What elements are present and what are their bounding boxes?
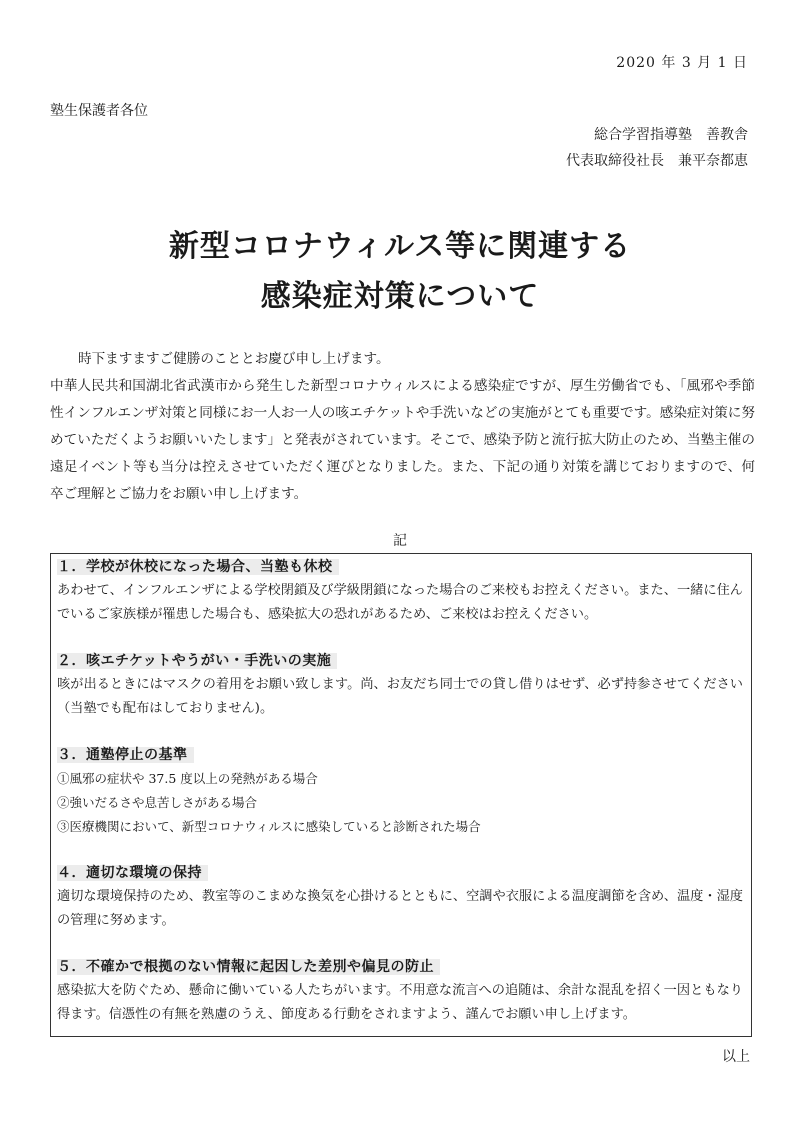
section-body: 咳が出るときにはマスクの着用をお願い致します。尚、お友だち同士での貸し借りはせず、必ず持参させてください（当塾でも配布はしておりません)。	[57, 677, 743, 716]
section-heading	[57, 955, 743, 979]
section-heading-text: ３．通塾停止の基準	[57, 747, 194, 763]
intro-body: 中華人民共和国湖北省武漢市から発生した新型コロナウィルスによる感染症ですが、厚生労働省でも、「風邪や季節性インフルエンザ対策と同様にお一人お一人の咳エチケットや手洗いなどの実施がとても重要です。感染症対策に努めていただくようお願いいたします」と発表がされています。そこで、感染予防と流行拡大防止のため、当塾主催の遠足イベント等も当分は控えさせていただく運びとなりました。また、下記の通り対策を講じておりますので、何卒ご理解とご協力をお願い申し上げます。	[50, 378, 755, 502]
title-line-2: 感染症対策について	[260, 279, 540, 314]
letter-date: 2020 年 3 月 1 日	[616, 55, 748, 71]
section-heading-text: ２．咳エチケットやうがい・手洗いの実施	[57, 653, 337, 669]
list-item: ③医療機関において、新型コロナウィルスに感染していると診断された場合	[57, 819, 481, 834]
title-line-1: 新型コロナウィルス等に関連する	[168, 229, 632, 264]
section-heading	[57, 743, 743, 767]
sender-organization: 総合学習指導塾 善教舎	[594, 127, 748, 143]
section-heading	[57, 861, 743, 885]
addressee: 塾生保護者各位	[50, 103, 148, 119]
section-body: 感染拡大を防ぐため、懸命に働いている人たちがいます。不用意な流言への追随は、余計な混乱を招く一因ともなり得ます。信憑性の有無を熟慮のうえ、節度ある行動をされますよう、謹んでお願い申し上げます。	[57, 983, 743, 1022]
intro-greeting: 時下ますますご健勝のこととお慶び申し上げます。	[78, 351, 390, 367]
section-4	[57, 861, 743, 933]
section-2	[57, 649, 743, 721]
section-heading-text: ５．不確かで根拠のない情報に起因した差別や偏見の防止	[57, 959, 440, 975]
ki-marker: 記	[393, 533, 407, 549]
sender-name: 代表取締役社長 兼平奈都恵	[566, 153, 748, 169]
section-body: 適切な環境保持のため、教室等のこまめな換気を心掛けるとともに、空調や衣服による温度調節を含め、温度・湿度の管理に努めます。	[57, 889, 743, 928]
section-3	[57, 743, 743, 839]
section-5	[57, 955, 743, 1027]
intro-paragraph	[50, 346, 755, 508]
section-body: あわせて、インフルエンザによる学校閉鎖及び学級閉鎖になった場合のご来校もお控えください。また、一緒に住んでいるご家族様が罹患した場合も、感染拡大の恐れがあるため、ご来校はお控えください。	[57, 583, 743, 622]
sender-block	[566, 122, 748, 174]
section-heading	[57, 555, 743, 579]
list-item: ②強いだるさや息苦しさがある場合	[57, 795, 258, 810]
closing-mark: 以上	[722, 1049, 750, 1065]
section-heading-text: １．学校が休校になった場合、当塾も休校	[57, 559, 339, 575]
section-1	[57, 555, 743, 627]
section-heading	[57, 649, 743, 673]
measures-box	[50, 553, 752, 1037]
section-heading-text: ４．適切な環境の保持	[57, 865, 208, 881]
list-item: ①風邪の症状や 37.5 度以上の発熱がある場合	[57, 771, 318, 786]
document-title	[0, 222, 800, 322]
